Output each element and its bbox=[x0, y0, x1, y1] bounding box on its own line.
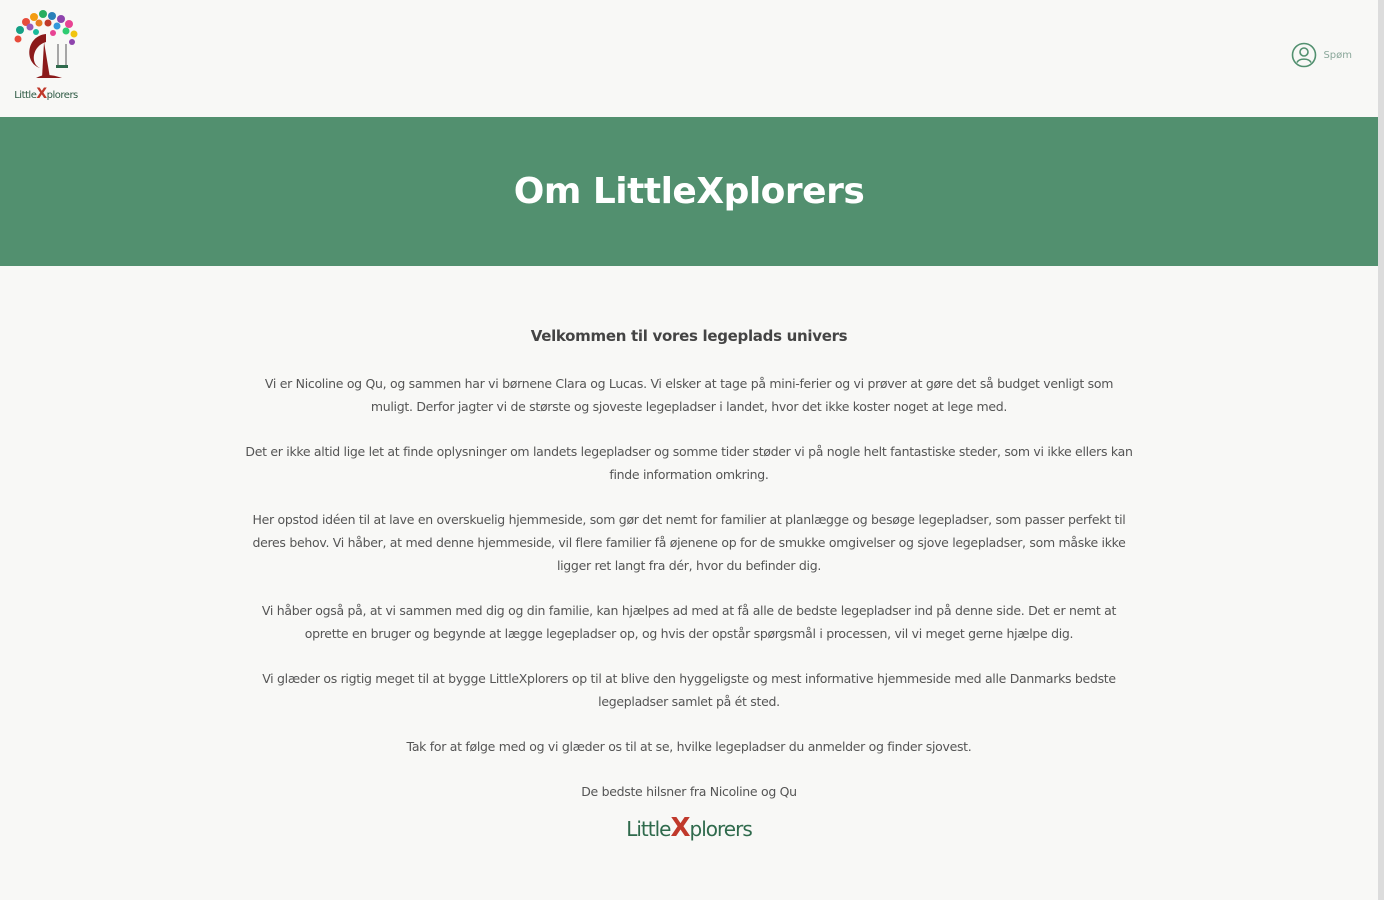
brand-x: X bbox=[670, 813, 690, 843]
about-paragraph: Vi håber også på, at vi sammen med dig og din familie, kan hjælpes ad med at få alle de bedste legepladser ind på denne side. Det er nemt at oprette en bruger og begynde at lægge legepladser op, og hvis der opstår spørgsmål i processen, vil vi meget gerne hjælpe dig. bbox=[261, 603, 1117, 641]
about-paragraph: Tak for at følge med og vi glæder os til at se, hvilke legepladser du anmelder og finder sjovest. bbox=[406, 739, 972, 754]
site-header bbox=[0, 0, 1378, 117]
hero-banner bbox=[0, 117, 1378, 266]
about-paragraph: Vi glæder os rigtig meget til at bygge LittleXplorers op til at blive den hyggeligste og mest informative hjemmeside med alle Danmarks bedste legepladser samlet på ét sted. bbox=[262, 671, 1116, 709]
logo-suffix: plorers bbox=[46, 90, 78, 101]
user-circle-icon bbox=[1291, 42, 1317, 68]
signoff-text: De bedste hilsner fra Nicoline og Qu bbox=[581, 784, 797, 799]
brand-prefix: Little bbox=[626, 817, 671, 841]
logo-x: X bbox=[36, 86, 47, 102]
site-logo[interactable] bbox=[6, 8, 86, 104]
logo-prefix: Little bbox=[14, 90, 37, 101]
welcome-heading: Velkommen til vores legeplads univers bbox=[530, 327, 848, 345]
tree-logo-icon bbox=[6, 8, 86, 88]
page-title: Om LittleXplorers bbox=[513, 171, 865, 212]
logo-wordmark bbox=[6, 86, 86, 102]
user-menu-button[interactable] bbox=[1291, 42, 1352, 68]
about-content bbox=[244, 266, 1134, 843]
user-label: Spøm bbox=[1323, 49, 1352, 61]
about-paragraph: Her opstod idéen til at lave en overskuelig hjemmeside, som gør det nemt for familier at planlægge og besøge legepladser, som passer perfekt til deres behov. Vi håber, at med denne hjemmeside, vil flere familier få øjenene op for de smukke omgivelser og sjove legepladser, som måske ikke ligger ret langt fra dér, hvor du befinder dig. bbox=[252, 512, 1126, 573]
about-paragraph: Vi er Nicoline og Qu, og sammen har vi børnene Clara og Lucas. Vi elsker at tage på mini-ferier og vi prøver at gøre det så budget venligt som muligt. Derfor jagter vi de største og sjoveste legepladser i landet, hvor det ikke koster noget at lege med. bbox=[264, 376, 1114, 414]
about-paragraph: Det er ikke altid lige let at finde oplysninger om landets legepladser og somme tider støder vi på nogle helt fantastiske steder, som vi ikke ellers kan finde information omkring. bbox=[245, 444, 1133, 482]
brand-suffix: plorers bbox=[689, 817, 752, 841]
brand-wordmark bbox=[626, 813, 752, 843]
